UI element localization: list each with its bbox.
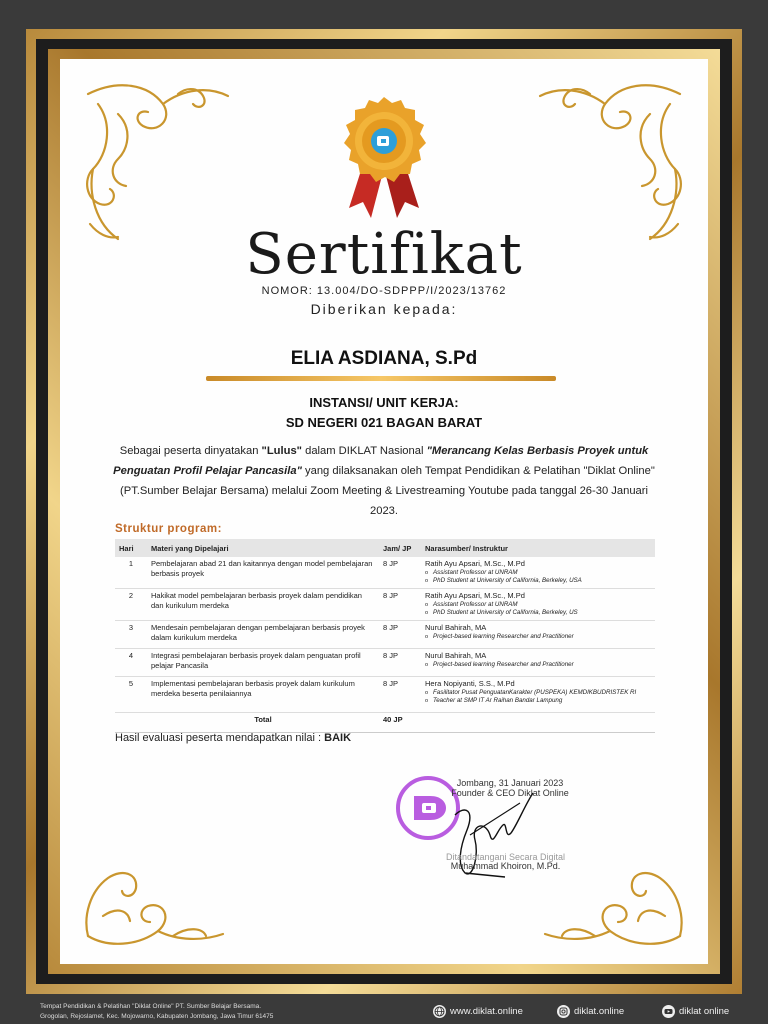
cell-materi: Pembelajaran abad 21 dan kaitannya dengan model pembelajaran berbasis proyek	[147, 557, 379, 589]
narasumber-role: o Assistant Professor at UNRAM	[425, 601, 651, 609]
header-materi: Materi yang Dipelajari	[147, 539, 379, 557]
desc-course-name: "Merancang Kelas Berbasis Proyek untuk Penguatan Profil Pelajar Pancasila"	[113, 445, 649, 477]
cell-hari: 5	[115, 677, 147, 713]
given-to-label: Diberikan kepada:	[310, 301, 458, 317]
narasumber-name: Ratih Ayu Apsari, M.Sc., M.Pd	[425, 559, 525, 568]
instagram-icon	[557, 1005, 570, 1018]
address-line-2: Grogolan, Rejoslamet, Kec. Mojowarno, Kabupaten Jombang, Jawa Timur 61475	[40, 1013, 274, 1020]
narasumber-role: o PhD Student at University of California, Berkeley, USA	[425, 577, 651, 585]
cell-hari: 1	[115, 557, 147, 589]
header-jam: Jam/ JP	[379, 539, 421, 557]
cell-jam: 8 JP	[379, 649, 421, 677]
narasumber-role: o Project-based learning Researcher and Practitioner	[425, 633, 651, 641]
evaluation-result	[115, 732, 351, 744]
medal-icon	[335, 96, 433, 222]
cell-materi: Hakikat model pembelajaran berbasis proyek dalam pendidikan dan kurikulum merdeka	[147, 589, 379, 621]
sign-place-date: Jombang, 31 Januari 2023	[456, 778, 564, 788]
cell-materi: Integrasi pembelajaran berbasis proyek dalam penguatan profil pelajar Pancasila	[147, 649, 379, 677]
recipient-name: ELIA ASDIANA, S.Pd	[290, 348, 478, 369]
cell-narasumber	[421, 677, 655, 713]
cell-hari: 4	[115, 649, 147, 677]
narasumber-name: Nurul Bahirah, MA	[425, 651, 487, 660]
total-value: 40 JP	[379, 713, 421, 733]
footer-address	[40, 1002, 273, 1022]
table-row	[115, 621, 655, 649]
cell-narasumber	[421, 557, 655, 589]
footer-instagram[interactable]	[557, 1005, 624, 1018]
youtube-text: diklat online	[679, 1006, 730, 1017]
instansi-label: INSTANSI/ UNIT KERJA:	[309, 395, 459, 410]
header-narasumber: Narasumber/ Instruktur	[421, 539, 655, 557]
certificate-title: Sertifikat	[245, 222, 523, 287]
desc-lulus: "Lulus"	[261, 445, 302, 457]
table-header-row	[115, 539, 655, 557]
desc-text-1: Sebagai peserta dinyatakan	[119, 445, 262, 457]
youtube-icon	[662, 1005, 675, 1018]
ornament-bottom-left	[78, 856, 228, 952]
table-row	[115, 649, 655, 677]
total-spacer	[421, 713, 655, 733]
evaluation-value: BAIK	[324, 732, 352, 744]
table-total-row	[115, 713, 655, 733]
narasumber-role: o Assistant Professor at UNRAM	[425, 569, 651, 577]
cell-hari: 2	[115, 589, 147, 621]
total-label: Total	[147, 713, 379, 733]
website-text: www.diklat.online	[450, 1006, 523, 1017]
table-row	[115, 557, 655, 589]
narasumber-name: Ratih Ayu Apsari, M.Sc., M.Pd	[425, 591, 525, 600]
cell-narasumber	[421, 589, 655, 621]
footer-website[interactable]	[433, 1005, 523, 1018]
address-line-1: Tempat Pendidikan & Pelatihan "Diklat Online" PT. Sumber Belajar Bersama.	[40, 1003, 262, 1010]
desc-text-3: yang dilaksanakan oleh Tempat Pendidikan & Pelatihan "Diklat Online" (PT.Sumber Belajar Bersama) melalui Zoom Meeting & Livestreaming Youtube pada tanggal 26-30 Januari 2023.	[120, 465, 655, 517]
cell-materi: Implementasi pembelajaran berbasis proyek dalam kurikulum merdeka beserta penilaiannya	[147, 677, 379, 713]
footer-youtube[interactable]	[662, 1005, 729, 1018]
cell-hari: 3	[115, 621, 147, 649]
cell-jam: 8 JP	[379, 621, 421, 649]
cell-jam: 8 JP	[379, 589, 421, 621]
total-spacer	[115, 713, 147, 733]
certificate-number: NOMOR: 13.004/DO-SDPPP/I/2023/13762	[261, 285, 507, 297]
digital-signature-note: Ditandatangani Secara Digital	[445, 852, 566, 862]
narasumber-role: o Teacher at SMP IT Ar Raihan Bandar Lampung	[425, 697, 651, 705]
cell-jam: 8 JP	[379, 677, 421, 713]
signer-name: Muhammad Khoiron, M.Pd.	[450, 861, 561, 871]
instagram-text: diklat.online	[574, 1006, 625, 1017]
program-structure-title: Struktur program:	[115, 523, 222, 535]
cell-narasumber	[421, 621, 655, 649]
program-table	[115, 539, 655, 733]
instansi-value: SD NEGERI 021 BAGAN BARAT	[285, 415, 483, 430]
cell-narasumber	[421, 649, 655, 677]
evaluation-label: Hasil evaluasi peserta mendapatkan nilai :	[115, 732, 325, 744]
name-underline	[206, 376, 556, 381]
certificate-description	[112, 441, 656, 521]
sign-role: Founder & CEO Diklat Online	[451, 788, 569, 798]
narasumber-name: Nurul Bahirah, MA	[425, 623, 487, 632]
narasumber-role: o Project-based learning Researcher and Practitioner	[425, 661, 651, 669]
narasumber-role: o Fasilitator Pusat PenguatanKarakter (PUSPEKA) KEMDIKBUDRISTEK RI	[425, 689, 651, 697]
cell-jam: 8 JP	[379, 557, 421, 589]
desc-text-2: dalam DIKLAT Nasional	[302, 445, 427, 457]
header-hari: Hari	[115, 539, 147, 557]
globe-icon	[433, 1005, 446, 1018]
narasumber-role: o PhD Student at University of California, Berkeley, US	[425, 609, 651, 617]
table-row	[115, 677, 655, 713]
narasumber-name: Hera Nopiyanti, S.S., M.Pd	[425, 679, 515, 688]
cell-materi: Mendesain pembelajaran dengan pembelajaran berbasis proyek dalam kurikulum merdeka	[147, 621, 379, 649]
table-row	[115, 589, 655, 621]
